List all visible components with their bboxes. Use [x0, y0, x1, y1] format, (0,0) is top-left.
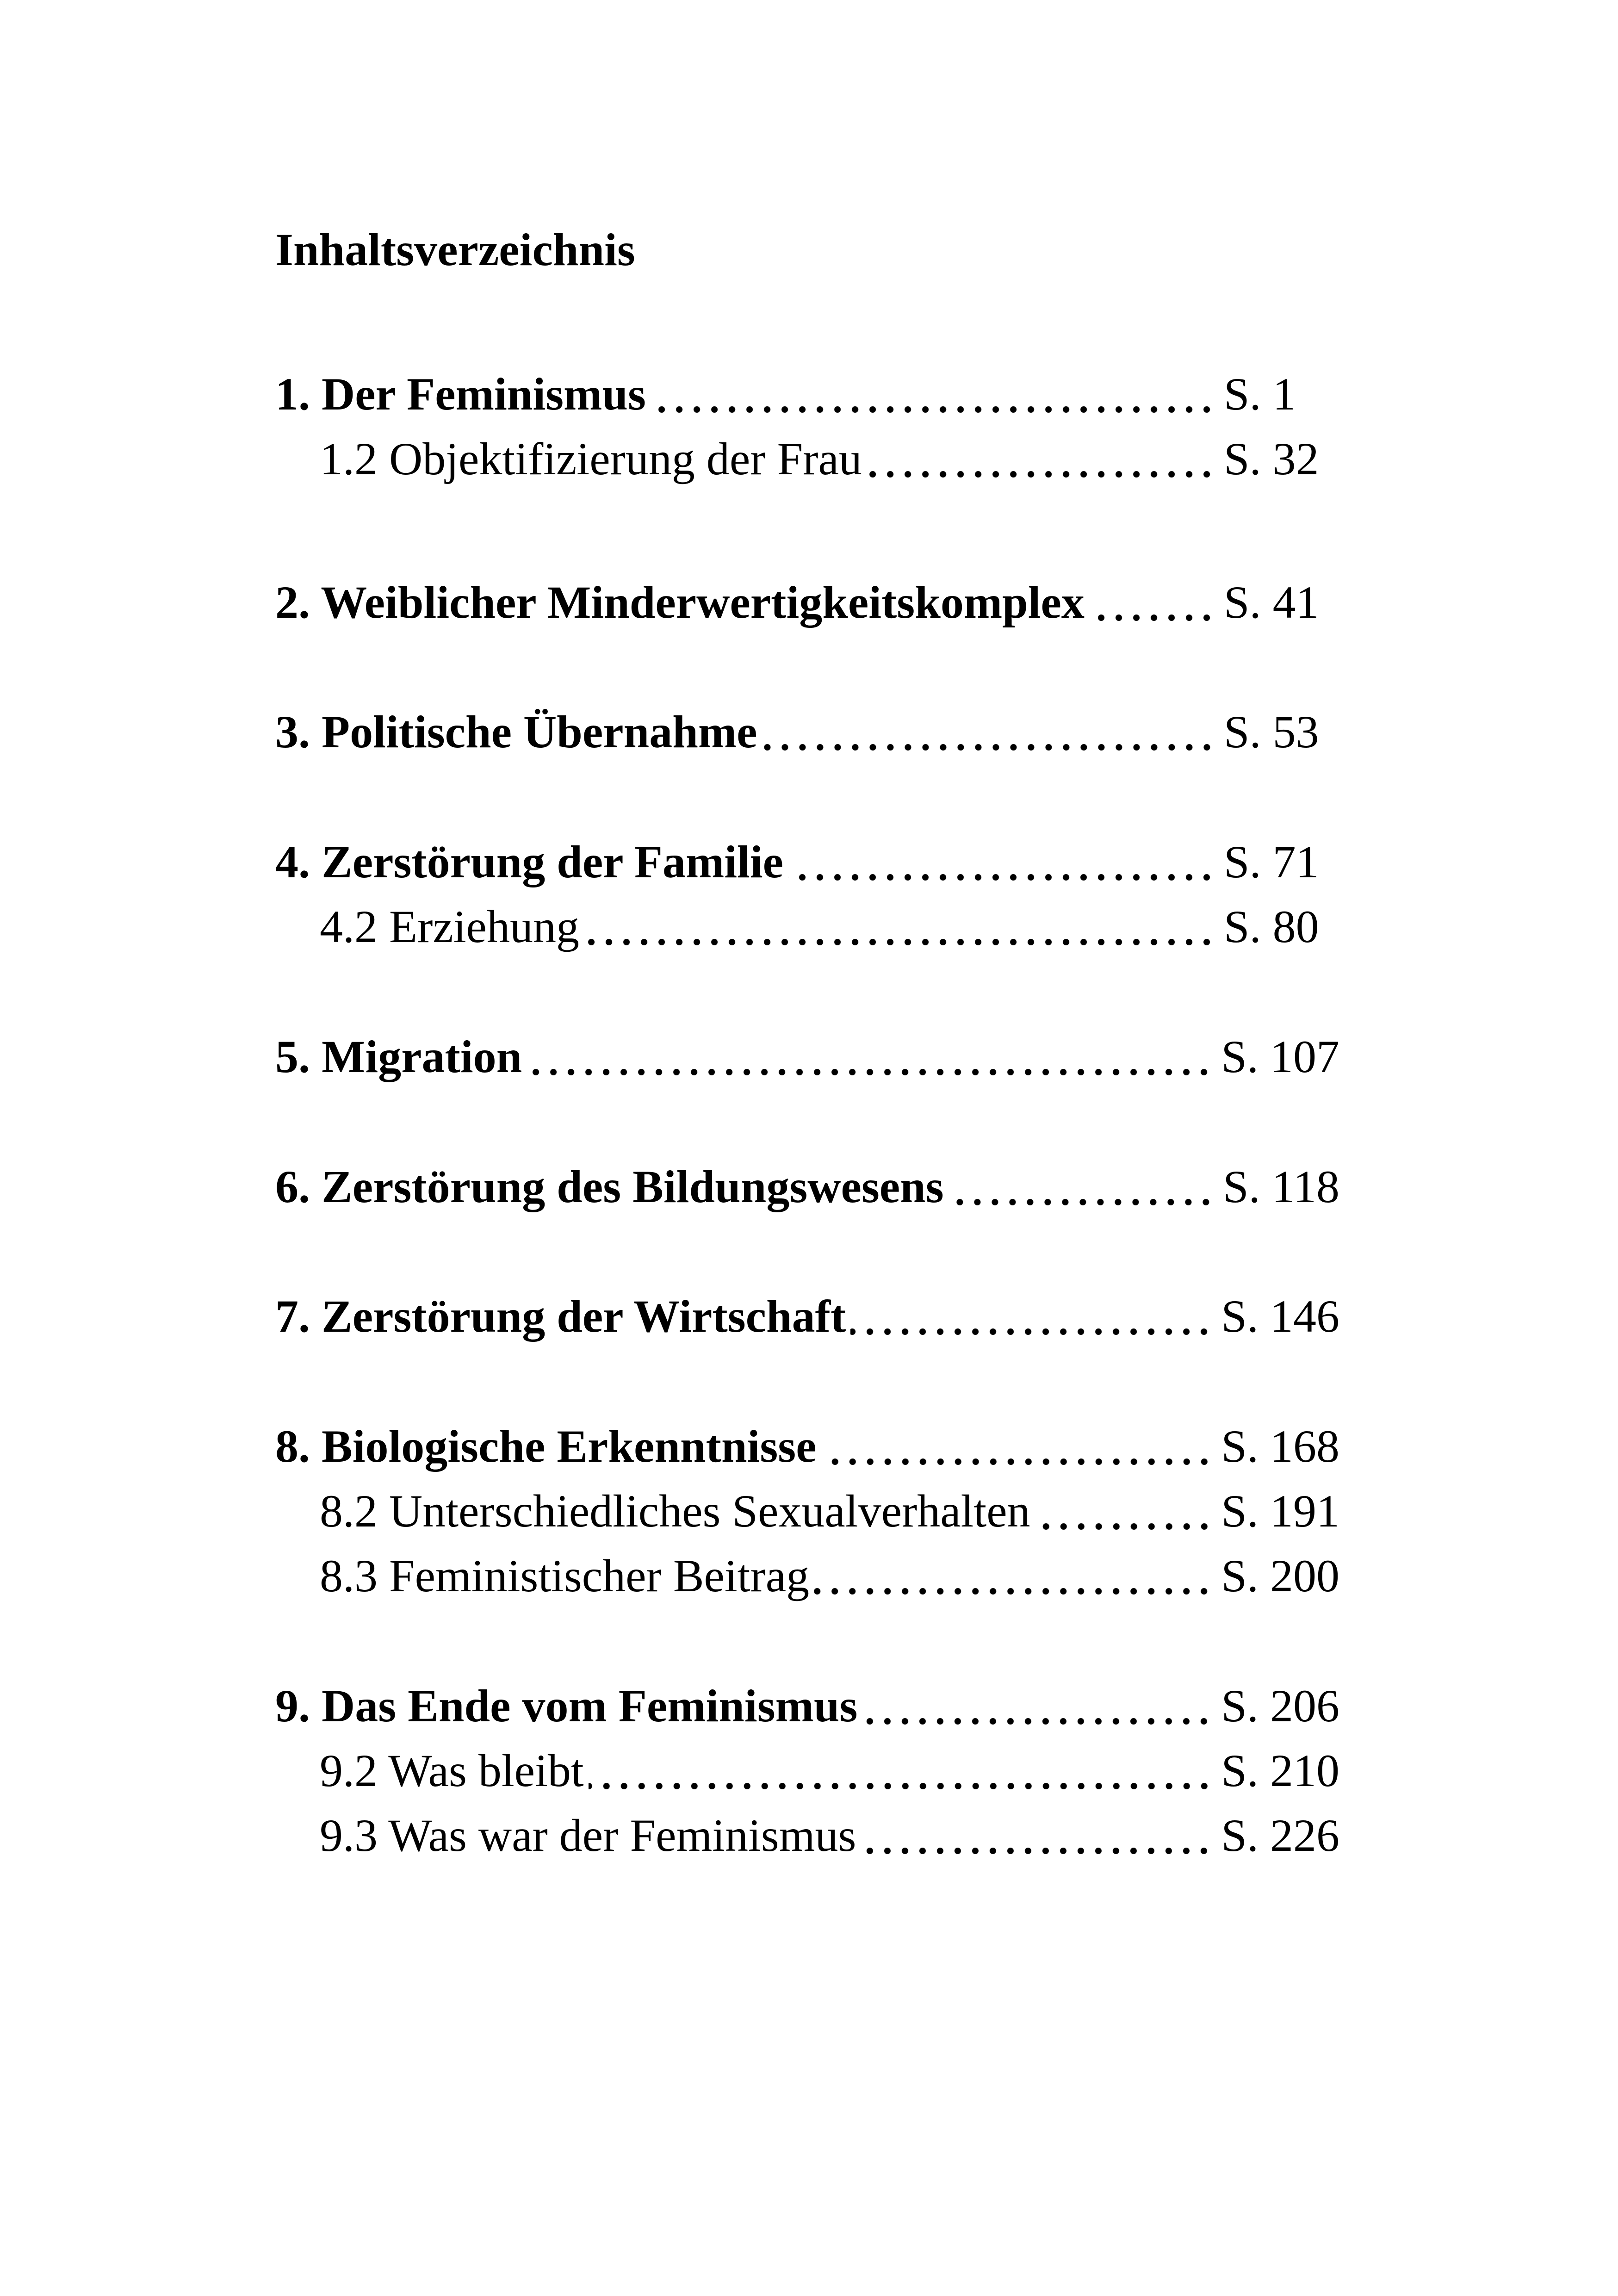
toc-entry-page: S. 200 — [1221, 1550, 1339, 1601]
dot-leader — [1089, 570, 1215, 635]
toc-entry-label: 9.2 Was bleibt — [320, 1745, 584, 1796]
toc-entry-label: 9.3 Was war der Feminismus — [320, 1810, 856, 1861]
toc-entry-page: S. 210 — [1221, 1745, 1339, 1796]
toc-title: Inhaltsverzeichnis — [275, 224, 635, 275]
dot-leader — [762, 700, 1215, 764]
toc-entry-page: S. 226 — [1221, 1810, 1339, 1861]
toc-entry-section-8-3 — [275, 1544, 1339, 1608]
toc-entry-label: 6. Zerstörung des Bildungswesens — [275, 1161, 944, 1212]
toc-entry-label: 8.3 Feministischer Beitrag — [320, 1550, 810, 1601]
toc-entry-label: 7. Zerstörung der Wirtschaft — [275, 1291, 846, 1342]
toc-entry-label: 8. Biologische Erkenntnisse — [275, 1421, 817, 1472]
toc-entry-page: S. 80 — [1224, 901, 1319, 952]
toc-entry-label: 3. Politische Übernahme — [275, 706, 757, 757]
dot-leader — [788, 830, 1215, 894]
dot-leader — [867, 427, 1215, 491]
toc-entry-chapter-8 — [275, 1414, 1339, 1479]
toc-entry-label: 4.2 Erziehung — [320, 901, 579, 952]
dot-leader — [814, 1544, 1213, 1608]
toc-entry-chapter-5 — [275, 1024, 1339, 1089]
toc-entry-section-9-3 — [275, 1803, 1339, 1868]
dot-leader — [527, 1024, 1213, 1089]
toc-entry-label: 4. Zerstörung der Familie — [275, 836, 783, 887]
toc-entry-chapter-9 — [275, 1674, 1339, 1738]
dot-leader — [584, 894, 1215, 959]
toc-entry-chapter-1 — [275, 362, 1339, 427]
dot-leader — [948, 1154, 1215, 1219]
toc-entry-chapter-4 — [275, 830, 1339, 894]
dot-leader — [651, 362, 1215, 427]
toc-entry-page: S. 118 — [1223, 1161, 1339, 1212]
dot-leader — [850, 1284, 1213, 1349]
toc-entry-page: S. 146 — [1221, 1291, 1339, 1342]
dot-leader — [821, 1414, 1213, 1479]
toc-entry-page: S. 107 — [1221, 1031, 1339, 1082]
toc-entry-page: S. 1 — [1224, 368, 1296, 420]
toc-entry-label: 2. Weiblicher Minderwertigkeitskomplex — [275, 577, 1085, 628]
toc-entry-label: 1. Der Feminismus — [275, 368, 646, 420]
toc-entry-section-8-2 — [275, 1479, 1339, 1544]
toc-entry-chapter-3 — [275, 700, 1339, 764]
toc-entry-section-4-2 — [275, 894, 1339, 959]
toc-entry-page: S. 191 — [1221, 1485, 1339, 1537]
toc-entry-page: S. 41 — [1224, 577, 1319, 628]
toc-entry-label: 1.2 Objektifizierung der Frau — [320, 433, 862, 484]
toc-entry-label: 8.2 Unterschiedliches Sexualverhalten — [320, 1485, 1030, 1537]
toc-entry-page: S. 53 — [1224, 706, 1319, 757]
toc-entry-chapter-7 — [275, 1284, 1339, 1349]
toc-entry-page: S. 206 — [1221, 1680, 1339, 1731]
dot-leader — [1035, 1479, 1213, 1544]
dot-leader — [862, 1674, 1213, 1738]
toc-entry-chapter-6 — [275, 1154, 1339, 1219]
toc-entry-chapter-2 — [275, 570, 1339, 635]
toc-entry-label: 9. Das Ende vom Feminismus — [275, 1680, 858, 1731]
dot-leader — [861, 1803, 1213, 1868]
toc-entry-label: 5. Migration — [275, 1031, 522, 1082]
dot-leader — [589, 1738, 1213, 1803]
toc-entry-section-1-2 — [275, 427, 1339, 491]
toc-entry-page: S. 32 — [1224, 433, 1319, 484]
toc-entry-page: S. 71 — [1224, 836, 1319, 887]
toc-entry-page: S. 168 — [1221, 1421, 1339, 1472]
toc-entry-section-9-2 — [275, 1738, 1339, 1803]
